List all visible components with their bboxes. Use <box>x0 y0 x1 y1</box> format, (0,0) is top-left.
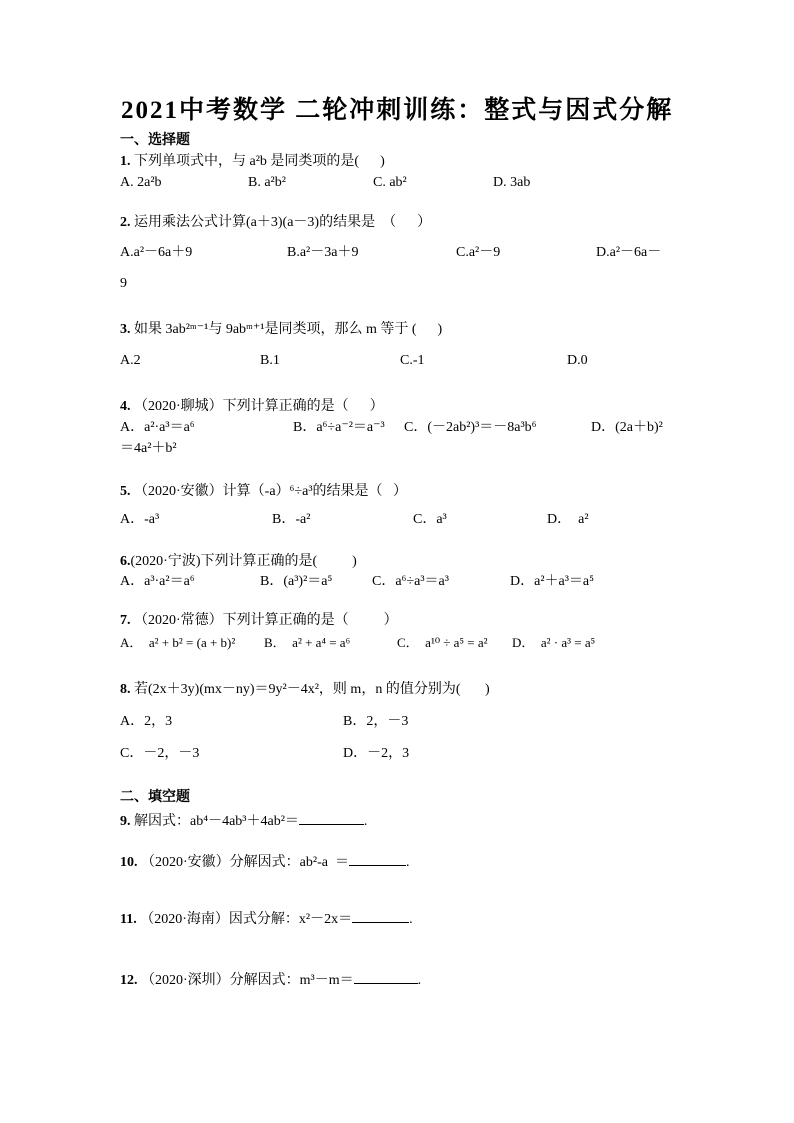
question-7-options <box>120 635 680 651</box>
option-c: C．a⁶÷a³＝a³ <box>372 574 449 589</box>
question-2 <box>120 215 680 231</box>
option-b: B． a² + a⁴ = a⁶ <box>264 635 351 650</box>
option-a: A.a²－6a＋9 <box>120 245 193 260</box>
question-end: . <box>363 814 368 829</box>
answer-blank <box>352 909 409 923</box>
question-7 <box>120 613 680 629</box>
question-6 <box>120 554 680 570</box>
question-5-options <box>120 512 680 528</box>
question-number: 12. <box>120 973 138 988</box>
question-end: . <box>417 973 422 988</box>
question-stem: （2020·海南）因式分解：x²－2x＝ <box>136 912 353 927</box>
question-8-options-row-2 <box>120 746 680 762</box>
question-3 <box>120 322 680 338</box>
option-c: C. ab² <box>373 175 407 190</box>
question-number: 9. <box>120 814 131 829</box>
question-end: . <box>405 855 410 870</box>
answer-blank <box>349 852 406 866</box>
option-d: D．(2a＋b)² <box>591 420 663 435</box>
option-a: A．a²·a³＝a⁶ <box>120 420 195 435</box>
question-12 <box>120 970 680 986</box>
question-number: 4. <box>120 399 131 414</box>
option-a: A．a³·a²＝a⁶ <box>120 574 195 589</box>
option-b: B．2，－3 <box>343 714 409 729</box>
question-stem: （2020·聊城）下列计算正确的是（ ） <box>130 399 384 414</box>
option-a: A． a² + b² = (a + b)² <box>120 635 236 650</box>
question-3-options <box>120 353 680 369</box>
question-9 <box>120 811 680 827</box>
section-heading-fill: 二、填空题 <box>120 790 190 805</box>
question-stem: 运用乘法公式计算(a＋3)(a－3)的结果是 （ ） <box>130 215 432 230</box>
option-c: C．a³ <box>413 512 447 527</box>
question-number: 2. <box>120 215 131 230</box>
question-number: 10. <box>120 855 138 870</box>
option-c: C． a¹⁰ ÷ a⁵ = a² <box>397 635 488 650</box>
question-number: 7. <box>120 613 131 628</box>
option-b: B.a²－3a＋9 <box>287 245 359 260</box>
option-d: D．－2，3 <box>343 746 410 761</box>
question-4-option-d-wrap: ＝4a²＋b² <box>120 441 177 456</box>
question-1-options <box>120 175 680 191</box>
option-b: B．a⁶÷a⁻²＝a⁻³ <box>293 420 385 435</box>
question-11 <box>120 909 680 925</box>
question-number: 6. <box>120 554 131 569</box>
option-d: D．a²＋a³＝a⁵ <box>510 574 595 589</box>
option-c: C.a²－9 <box>456 245 501 260</box>
answer-blank <box>299 811 364 825</box>
option-c: C．－2，－3 <box>120 746 200 761</box>
question-end: . <box>409 912 413 927</box>
question-number: 5. <box>120 484 131 499</box>
option-c: C.-1 <box>400 353 425 368</box>
option-b: B．(a³)²＝a⁵ <box>260 574 333 589</box>
question-stem: 如果 3ab²ᵐ⁻¹与 9abᵐ⁺¹是同类项，那么 m 等于 ( ) <box>130 322 443 337</box>
question-2-option-d-wrap: 9 <box>120 276 127 291</box>
worksheet-title: 2021中考数学 二轮冲刺训练：整式与因式分解 <box>121 97 674 124</box>
option-b: B．-a² <box>272 512 311 527</box>
question-stem: (2020·宁波)下列计算正确的是( ) <box>130 554 357 569</box>
option-a: A．-a³ <box>120 512 160 527</box>
question-8 <box>120 682 680 698</box>
question-stem: （2020·深圳）分解因式：m³－m＝ <box>137 973 354 988</box>
option-d: D． a² · a³ = a⁵ <box>512 635 596 650</box>
question-number: 3. <box>120 322 131 337</box>
question-stem: 若(2x＋3y)(mx－ny)＝9y²－4x²，则 m，n 的值分别为( ) <box>130 682 490 697</box>
question-1 <box>120 154 680 170</box>
option-b: B. a²b² <box>248 175 286 190</box>
question-stem: 解因式：ab⁴－4ab³＋4ab²＝ <box>130 814 299 829</box>
option-c: C．(－2ab²)³＝－8a³b⁶ <box>404 420 537 435</box>
question-2-options <box>120 245 680 261</box>
question-stem: （2020·常德）下列计算正确的是（ ） <box>130 613 398 628</box>
question-number: 1. <box>120 154 131 169</box>
option-d: D.0 <box>567 353 588 368</box>
question-6-options <box>120 574 680 590</box>
option-a: A.2 <box>120 353 141 368</box>
question-10 <box>120 852 680 868</box>
question-4-options <box>120 420 680 436</box>
option-a: A. 2a²b <box>120 175 162 190</box>
section-heading-choice: 一、选择题 <box>120 133 190 148</box>
question-4 <box>120 399 680 415</box>
option-d: D.a²－6a－ <box>596 245 662 260</box>
option-d: D． a² <box>547 512 589 527</box>
question-stem: （2020·安徽）计算（-a）⁶÷a³的结果是（ ） <box>130 484 408 499</box>
question-stem: （2020·安徽）分解因式：ab²-a ＝ <box>137 855 349 870</box>
question-5 <box>120 484 680 500</box>
answer-blank <box>354 970 418 984</box>
question-number: 8. <box>120 682 131 697</box>
option-b: B.1 <box>260 353 280 368</box>
question-number: 11. <box>120 912 137 927</box>
option-a: A．2，3 <box>120 714 173 729</box>
question-8-options-row-1 <box>120 714 680 730</box>
question-stem: 下列单项式中，与 a²b 是同类项的是( ) <box>130 154 385 169</box>
option-d: D. 3ab <box>493 175 531 190</box>
